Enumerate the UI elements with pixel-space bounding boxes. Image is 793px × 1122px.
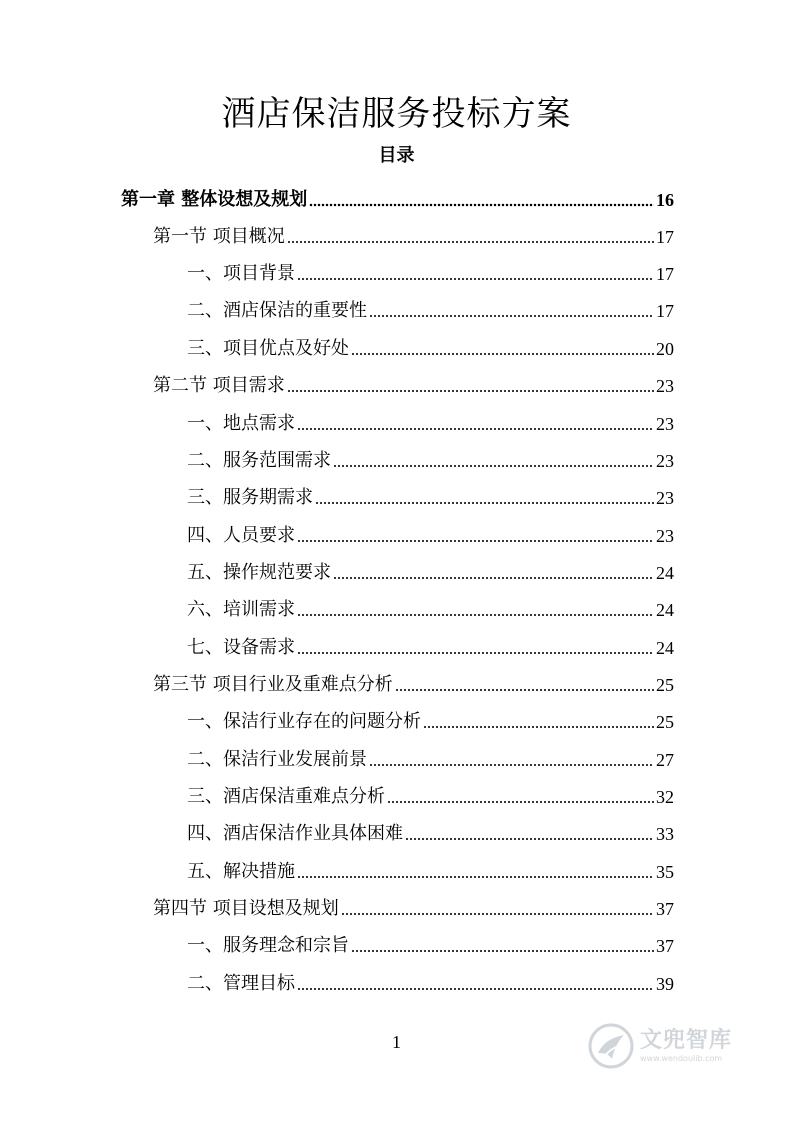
toc-entry[interactable] — [187, 706, 674, 734]
toc-entry-page: 23 — [656, 526, 674, 546]
toc-leader-dots — [423, 725, 654, 729]
toc-entry[interactable] — [187, 968, 674, 996]
toc-entry-label: 四、酒店保洁作业具体困难 — [187, 823, 403, 844]
toc-entry-page: 20 — [656, 339, 674, 359]
toc-leader-dots — [287, 389, 654, 393]
toc-entry[interactable] — [187, 333, 674, 361]
toc-entry-label: 第一章 整体设想及规划 — [121, 189, 308, 210]
toc-leader-dots — [369, 763, 654, 767]
toc-entry[interactable] — [187, 408, 674, 436]
toc-leader-dots — [387, 800, 654, 804]
toc-entry[interactable] — [153, 221, 674, 249]
toc-entry[interactable] — [187, 856, 674, 884]
toc-entry-page: 17 — [656, 227, 674, 247]
toc-entry-page: 32 — [656, 787, 674, 807]
toc-entry[interactable] — [187, 594, 674, 622]
toc-leader-dots — [297, 987, 654, 991]
toc-leader-dots — [309, 203, 654, 207]
toc-entry-label: 三、项目优点及好处 — [187, 338, 349, 359]
toc-entry[interactable] — [187, 520, 674, 548]
toc-leader-dots — [297, 651, 654, 655]
toc-leader-dots — [297, 539, 654, 543]
toc-leader-dots — [297, 613, 654, 617]
toc-entry-label: 一、服务理念和宗旨 — [187, 935, 349, 956]
toc-entry-page: 24 — [656, 638, 674, 658]
toc-leader-dots — [297, 427, 654, 431]
toc-entry[interactable] — [187, 781, 674, 809]
toc-entry-page: 25 — [656, 675, 674, 695]
toc-entry-page: 23 — [656, 414, 674, 434]
toc-entry-label: 第一节 项目概况 — [153, 226, 285, 247]
toc-entry-page: 27 — [656, 750, 674, 770]
toc-leader-dots — [351, 352, 654, 356]
toc-entry-label: 五、解决措施 — [187, 861, 295, 882]
toc-entry[interactable] — [187, 818, 674, 846]
toc-entry[interactable] — [121, 184, 674, 212]
toc-entry[interactable] — [187, 482, 674, 510]
toc-entry-page: 24 — [656, 563, 674, 583]
toc-entry-page: 23 — [656, 488, 674, 508]
toc-entry-label: 一、地点需求 — [187, 413, 295, 434]
toc-entry-label: 二、酒店保洁的重要性 — [187, 300, 367, 321]
watermark — [588, 1020, 748, 1072]
wendou-logo-icon — [588, 1023, 634, 1069]
toc-entry-label: 第四节 项目设想及规划 — [153, 898, 339, 919]
toc-entry-label: 二、保洁行业发展前景 — [187, 749, 367, 770]
toc-leader-dots — [395, 688, 654, 692]
toc-entry[interactable] — [187, 557, 674, 585]
toc-entry[interactable] — [187, 258, 674, 286]
page-number: 1 — [392, 1032, 401, 1052]
toc-entry[interactable] — [153, 370, 674, 398]
toc-entry-label: 第三节 项目行业及重难点分析 — [153, 674, 393, 695]
watermark-url: www.wendoulib.com — [640, 1054, 723, 1063]
toc-entry[interactable] — [187, 445, 674, 473]
toc-entry-label: 三、酒店保洁重难点分析 — [187, 786, 385, 807]
toc-entry[interactable] — [153, 669, 674, 697]
toc-entry-page: 37 — [656, 936, 674, 956]
toc-entry[interactable] — [187, 295, 674, 323]
toc-entry-label: 六、培训需求 — [187, 599, 295, 620]
toc-entry-label: 一、保洁行业存在的问题分析 — [187, 711, 421, 732]
toc-entry-label: 三、服务期需求 — [187, 487, 313, 508]
toc-entry[interactable] — [187, 744, 674, 772]
toc-entry-page: 17 — [656, 264, 674, 284]
toc-entry-page: 33 — [656, 824, 674, 844]
document-title: 酒店保洁服务投标方案 — [221, 94, 572, 134]
toc-entry-label: 七、设备需求 — [187, 637, 295, 658]
toc-entry-label: 五、操作规范要求 — [187, 562, 331, 583]
toc-leader-dots — [297, 277, 654, 281]
toc-leader-dots — [333, 464, 654, 468]
toc-entry-label: 二、管理目标 — [187, 973, 295, 994]
toc-entry-page: 23 — [656, 376, 674, 396]
toc-entry-page: 24 — [656, 600, 674, 620]
toc-entry-page: 17 — [656, 301, 674, 321]
toc-entry-page: 37 — [656, 899, 674, 919]
toc-heading: 目录 — [378, 145, 415, 166]
toc-entry-page: 25 — [656, 712, 674, 732]
toc-leader-dots — [405, 837, 654, 841]
toc-entry-page: 16 — [656, 190, 674, 210]
toc-entry[interactable] — [187, 930, 674, 958]
watermark-name: 文兜智库 — [640, 1028, 733, 1053]
toc-leader-dots — [297, 875, 654, 879]
toc-leader-dots — [315, 501, 654, 505]
toc-entry-label: 第二节 项目需求 — [153, 375, 285, 396]
toc-leader-dots — [369, 314, 654, 318]
toc-leader-dots — [333, 576, 654, 580]
toc-entry-label: 四、人员要求 — [187, 525, 295, 546]
watermark-text — [640, 1028, 732, 1064]
toc-leader-dots — [341, 912, 654, 916]
toc-entry-page: 39 — [656, 974, 674, 994]
toc-entry-label: 二、服务范围需求 — [187, 450, 331, 471]
toc-leader-dots — [351, 949, 654, 953]
toc-entry-label: 一、项目背景 — [187, 263, 295, 284]
toc-entry[interactable] — [153, 893, 674, 921]
toc-entry-page: 23 — [656, 451, 674, 471]
toc-entry[interactable] — [187, 632, 674, 660]
toc-leader-dots — [287, 240, 654, 244]
toc-entry-page: 35 — [656, 862, 674, 882]
